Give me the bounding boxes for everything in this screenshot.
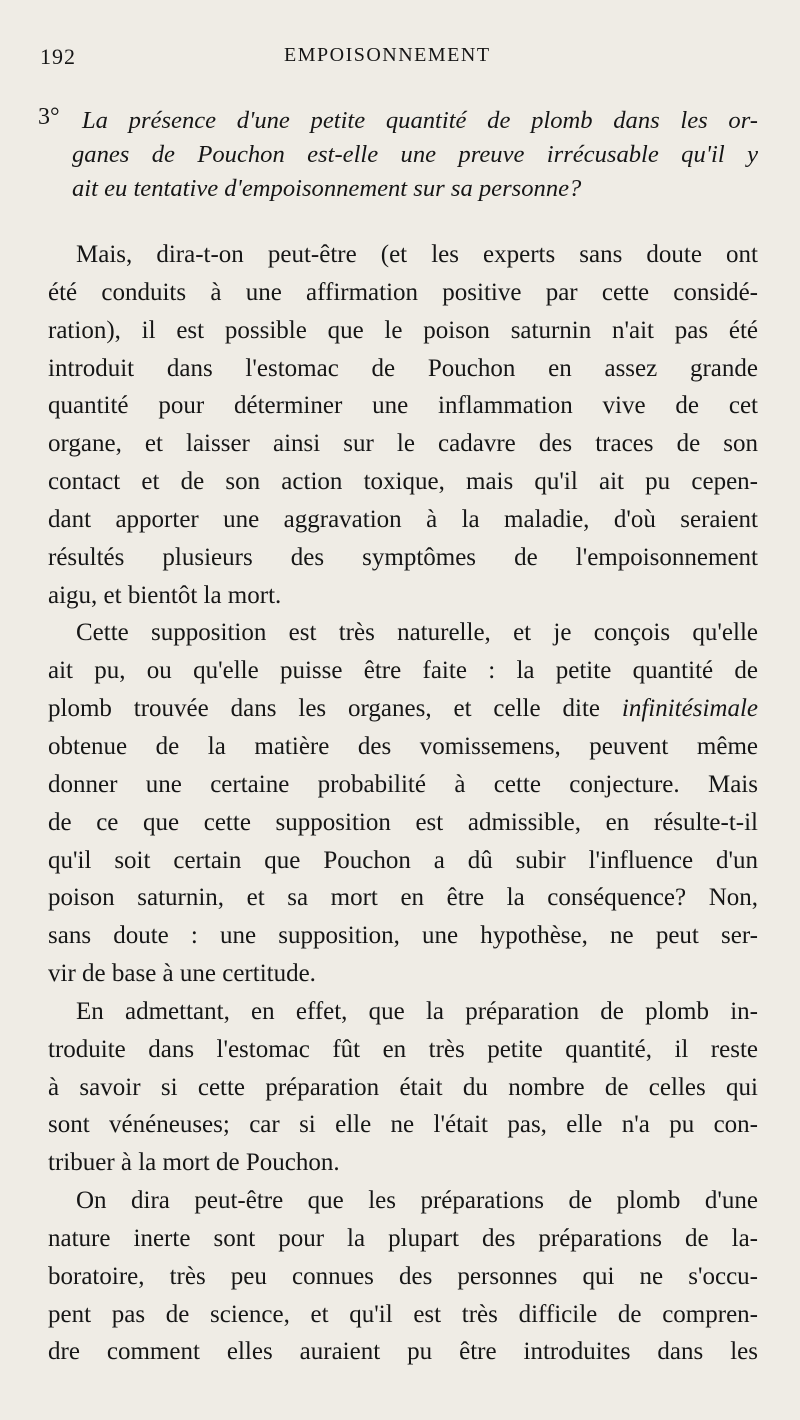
text-line: quantité pour déterminer une inflammation vive de cet (48, 392, 758, 420)
text-line: de ce que cette supposition est admissible, en résulte-t-il (48, 808, 758, 836)
question-line: ait eu tentative d'empoisonnement sur sa personne? (72, 175, 582, 202)
text-line: boratoire, très peu connues des personnes qui ne s'occu- (48, 1262, 758, 1290)
text-line: donner une certaine probabilité à cette conjecture. Mais (48, 770, 758, 798)
text-line: poison saturnin, et sa mort en être la conséquence? Non, (48, 884, 758, 912)
paragraph (48, 614, 758, 992)
text-line (48, 690, 758, 728)
paragraph (48, 993, 758, 1182)
text-line: à savoir si cette préparation était du nombre de celles qui (48, 1073, 758, 1101)
text-line: pent pas de science, et qu'il est très difficile de compren- (48, 1300, 758, 1328)
text-line: contact et de son action toxique, mais qu'il ait pu cepen- (48, 468, 758, 496)
text-line: sont vénéneuses; car si elle ne l'était pas, elle n'a pu con- (48, 1111, 758, 1139)
text-line: sans doute : une supposition, une hypothèse, ne peut ser- (48, 922, 758, 950)
question-line: ganes de Pouchon est-elle une preuve irrécusable qu'il y (72, 141, 758, 168)
text-line: résultés plusieurs des symptômes de l'empoisonnement (48, 543, 758, 571)
text-line: dre comment elles auraient pu être introduites dans les (48, 1338, 758, 1366)
text-line: nature inerte sont pour la plupart des préparations de la- (48, 1224, 758, 1252)
text-line: tribuer à la mort de Pouchon. (48, 1149, 340, 1177)
running-head (40, 44, 740, 74)
text-line: On dira peut-être que les préparations de plomb d'une (76, 1187, 758, 1215)
page-number: 192 (40, 44, 76, 69)
text-line: vir de base à une certitude. (48, 960, 316, 988)
text-line: En admettant, en effet, que la préparation de plomb in- (76, 997, 758, 1025)
question-number: 3° (38, 104, 60, 130)
paragraph (48, 236, 758, 614)
text-line: troduite dans l'estomac fût en très petite quantité, il reste (48, 1035, 758, 1063)
text-fragment: plomb trouvée dans les organes, et celle dite (48, 695, 622, 723)
italic-word: infinitésimale (621, 695, 758, 723)
text-line: ait pu, ou qu'elle puisse être faite : la petite quantité de (48, 657, 758, 685)
body-text (48, 236, 758, 1371)
question-heading (38, 104, 758, 206)
text-line: organe, et laisser ainsi sur le cadavre des traces de son (48, 430, 758, 458)
text-line: aigu, et bientôt la mort. (48, 581, 282, 609)
question-line: La présence d'une petite quantité de plomb dans les or- (82, 107, 758, 134)
text-line: obtenue de la matière des vomissemens, peuvent même (48, 732, 758, 760)
text-line: été conduits à une affirmation positive par cette considé- (48, 278, 758, 306)
text-line: Mais, dira-t-on peut-être (et les experts sans doute ont (76, 241, 758, 268)
paragraph (48, 1182, 758, 1371)
text-line: qu'il soit certain que Pouchon a dû subir l'influence d'un (48, 846, 758, 874)
running-title: EMPOISONNEMENT (284, 44, 491, 66)
text-line: Cette supposition est très naturelle, et je conçois qu'elle (76, 619, 758, 647)
text-line: ration), il est possible que le poison saturnin n'ait pas été (48, 316, 758, 344)
text-line: introduit dans l'estomac de Pouchon en assez grande (48, 354, 758, 382)
text-line: dant apporter une aggravation à la maladie, d'où seraient (48, 505, 758, 533)
